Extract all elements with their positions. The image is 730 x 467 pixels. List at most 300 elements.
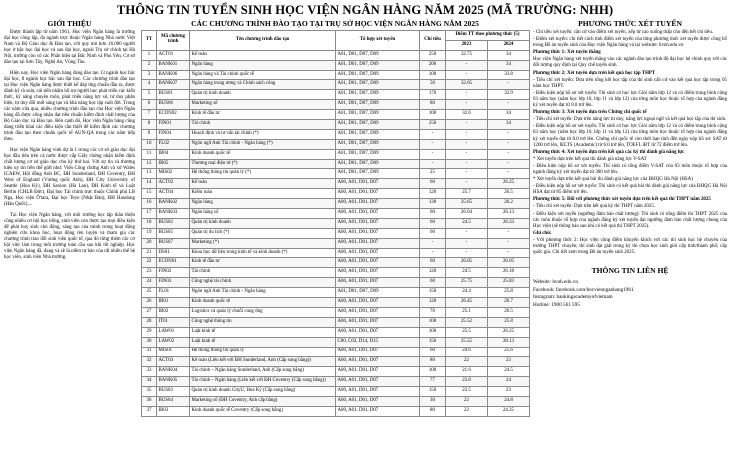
- table-row: [142, 307, 530, 317]
- methods-body: [533, 30, 727, 256]
- cell-name: Kế toán (Liên kết với ĐH Sunderland, Anh (Cấp song bằng)): [190, 357, 336, 367]
- cell-score-2023: 25.65: [446, 199, 488, 209]
- cell-tt: 5: [142, 90, 157, 100]
- cell-score-2023: 23.5: [446, 387, 488, 397]
- table-row: [142, 406, 530, 416]
- cell-name: Quản trị kinh doanh CityU, Hoa Kỳ (Cấp song bằng): [190, 387, 336, 397]
- cell-code: BANK07: [157, 80, 190, 90]
- contact-hotline[interactable]: Hotline: 1900 561 595: [533, 301, 580, 308]
- cell-score-2023: -: [446, 60, 488, 70]
- cell-combo: A01, D01, D07, D09: [336, 50, 420, 60]
- cell-quota: 50: [420, 80, 446, 90]
- cell-tt: 12: [142, 159, 157, 169]
- cell-combo: A01, D01, D07, D09: [336, 110, 420, 120]
- cell-tt: 14: [142, 179, 157, 189]
- cell-code: ACT01: [157, 50, 190, 60]
- method-heading: Phương thức 4: Xét tuyển dựa trên kết quả các kỳ thi đánh giá năng lực: [533, 149, 685, 155]
- cell-score-2023: -: [446, 70, 488, 80]
- cell-name: Kế toán: [190, 179, 336, 189]
- cell-combo: A00, A01, D01, D07: [336, 347, 420, 357]
- col-header-code: Mã chương trình: [157, 31, 190, 51]
- cell-quota: 250: [420, 50, 446, 60]
- cell-quota: 120: [420, 268, 446, 278]
- cell-tt: 35: [142, 387, 157, 397]
- method-heading: Phương thức 2: Xét tuyển dựa trên kết quả học tập THPT: [533, 70, 656, 76]
- cell-tt: 9: [142, 129, 157, 139]
- col-header-combo: Tổ hợp xét tuyển: [336, 31, 420, 51]
- cell-tt: 19: [142, 228, 157, 238]
- cell-code: BANK06: [157, 70, 190, 80]
- cell-quota: 100: [420, 327, 446, 337]
- cell-code: ACT03: [157, 357, 190, 367]
- contact-website[interactable]: Website: hvnh.edu.vn: [533, 279, 578, 286]
- cell-combo: A00, A01, D01, D07: [336, 238, 420, 248]
- cell-score-2023: 24.6: [446, 347, 488, 357]
- method-heading: Phương thức 3: Xét tuyển dựa trên Chứng chỉ quốc tế: [533, 110, 647, 116]
- cell-name: Kinh tế đầu tư: [190, 258, 336, 268]
- table-row: [142, 199, 530, 209]
- table-row: [142, 238, 530, 248]
- contact-facebook[interactable]: Facebook: facebook.com/hocviennganhang1961: [533, 286, 634, 293]
- cell-name: Kinh doanh quốc tế: [190, 149, 336, 159]
- cell-tt: 6: [142, 100, 157, 110]
- cell-score-2024: 26.33: [488, 218, 530, 228]
- cell-tt: 32: [142, 357, 157, 367]
- cell-combo: A00, A01, D01, D07: [336, 377, 420, 387]
- cell-score-2024: 28.13: [488, 337, 530, 347]
- cell-quota: 150: [420, 288, 446, 298]
- cell-code: BANK02: [157, 199, 190, 209]
- cell-score-2023: 24.4: [446, 288, 488, 298]
- method-text: - Điều kiện nộp hồ sơ xét tuyển: Thí sinh có học lực Giỏi năm lớp 12 và có điểm trung bình cộng 03 năm học (năm học lớp 10, lớp 11 và lớp 12) của từng môn học thuộc tổ hợp của ngành đăng ký xét tuyển đạt từ 8.0 trở lên. Chứng chỉ quốc tế còn thời hạn tính đến ngày nộp hồ sơ: SAT từ 1200 trở lên, IELTS (Academic) từ 6.0 trở lên, TOEFL iBT từ 72 điểm trở lên.: [533, 124, 727, 148]
- cell-name: Quản trị kinh doanh: [190, 90, 336, 100]
- cell-score-2024: 26.5: [488, 189, 530, 199]
- cell-name: Logistics và quản lý chuỗi cung ứng: [190, 307, 336, 317]
- cell-code: ECON02: [157, 110, 190, 120]
- col-header-quota: Chỉ tiêu: [420, 31, 446, 51]
- method-heading: Phương thức 5: Đối với phương thức xét tuyển dựa trên kết quả thi THPT năm 2025: [533, 197, 711, 203]
- cell-code: FL01: [157, 288, 190, 298]
- cell-tt: 37: [142, 406, 157, 416]
- cell-tt: 33: [142, 367, 157, 377]
- table-row: [142, 327, 530, 337]
- cell-score-2024: 25.6: [488, 347, 530, 357]
- col-header-name: Tên chương trình đào tạo: [190, 31, 336, 51]
- cell-combo: A01, D01, D07, D09: [336, 120, 420, 130]
- cell-score-2024: 34: [488, 60, 530, 70]
- cell-score-2023: 26.05: [446, 258, 488, 268]
- cell-score-2023: 32.65: [446, 80, 488, 90]
- cell-score-2023: 24.5: [446, 218, 488, 228]
- cell-code: ACT04: [157, 189, 190, 199]
- cell-score-2024: 25.83: [488, 278, 530, 288]
- cell-combo: A00, A01, D01, D07: [336, 179, 420, 189]
- cell-quota: 130: [420, 199, 446, 209]
- cell-score-2023: 25.55: [446, 337, 488, 347]
- cell-combo: A00, A01, D01, D07: [336, 218, 420, 228]
- cell-score-2024: 24.25: [488, 406, 530, 416]
- cell-score-2023: -: [446, 238, 488, 248]
- cell-name: Ngôn ngữ Anh Tài chính - Ngân hàng (*): [190, 139, 336, 149]
- method-text: - Tiêu chí xét tuyển: Dựa trên năng lực tư duy, năng lực ngoại ngữ và kết quả học tập của thí sinh.: [533, 117, 727, 123]
- cell-tt: 4: [142, 80, 157, 90]
- cell-combo: A00, A01, D01, D07: [336, 278, 420, 288]
- method-text: - Điều kiện nộp hồ sơ xét tuyển: Thí sinh có học lực Giỏi năm lớp 12 và có điểm trung bình cộng 03 năm học (năm học lớp 10, lớp 11 và lớp 12) của từng môn học thuộc tổ hợp của ngành đăng ký xét tuyển đạt từ 8.0 trở lên.: [533, 90, 727, 109]
- cell-score-2023: -: [446, 129, 488, 139]
- cell-code: BUS07: [157, 238, 190, 248]
- cell-code: FIN01: [157, 120, 190, 130]
- cell-score-2023: -: [446, 248, 488, 258]
- cell-score-2023: 25.5: [446, 327, 488, 337]
- cell-code: FIN03: [157, 278, 190, 288]
- table-row: [142, 189, 530, 199]
- table-row: [142, 100, 530, 110]
- cell-score-2024: 24.5: [488, 367, 530, 377]
- cell-quota: 250: [420, 120, 446, 130]
- table-row: [142, 377, 530, 387]
- cell-score-2024: -: [488, 80, 530, 90]
- cell-score-2023: 25.75: [446, 278, 488, 288]
- cell-tt: 30: [142, 337, 157, 347]
- cell-quota: 25: [420, 169, 446, 179]
- cell-name: Quản trị du lịch (*): [190, 228, 336, 238]
- cell-tt: 2: [142, 60, 157, 70]
- programs-table: [141, 30, 530, 417]
- cell-tt: 7: [142, 110, 157, 120]
- cell-score-2024: 25.8: [488, 317, 530, 327]
- cell-tt: 26: [142, 298, 157, 308]
- cell-tt: 31: [142, 347, 157, 357]
- cell-quota: 200: [420, 60, 446, 70]
- cell-score-2024: 33.8: [488, 70, 530, 80]
- cell-combo: A00, A01, D01, D07: [336, 228, 420, 238]
- method-text: Học viện Ngân hàng xét tuyển thẳng vào các ngành đào tạo trình độ đại học hệ chính quy với các đối tượng quy định tại Quy chế tuyển sinh.: [533, 57, 727, 69]
- intro-heading: GIỚI THIỆU: [47, 19, 92, 28]
- cell-quota: 100: [420, 70, 446, 80]
- cell-score-2023: 26.45: [446, 298, 488, 308]
- cell-quota: 100: [420, 317, 446, 327]
- cell-combo: A01, D01, D07, D09: [336, 149, 420, 159]
- cell-score-2024: -: [488, 100, 530, 110]
- cell-quota: 120: [420, 298, 446, 308]
- cell-combo: A01, D01, D07, D09: [336, 90, 420, 100]
- cell-code: BUS04: [157, 396, 190, 406]
- table-row: [142, 70, 530, 80]
- cell-score-2024: -: [488, 149, 530, 159]
- cell-code: FL02: [157, 139, 190, 149]
- cell-combo: A01, D01, D07, D09: [336, 288, 420, 298]
- cell-score-2024: 26.25: [488, 327, 530, 337]
- table-row: [142, 120, 530, 130]
- cell-name: Marketing số: [190, 100, 336, 110]
- cell-combo: A00, A01, D01, D07: [336, 406, 420, 416]
- cell-tt: 17: [142, 209, 157, 219]
- table-row: [142, 248, 530, 258]
- table-row: [142, 258, 530, 268]
- table-row: [142, 396, 530, 406]
- cell-score-2024: 24.8: [488, 396, 530, 406]
- cell-score-2023: -: [446, 100, 488, 110]
- cell-score-2023: 25.52: [446, 317, 488, 327]
- cell-name: Tài chính – Ngân hàng Sunderland, Anh (Cấp song bằng): [190, 367, 336, 377]
- col-header-2024: 2024: [488, 40, 530, 50]
- cell-code: BANK05: [157, 377, 190, 387]
- cell-score-2023: -: [446, 169, 488, 179]
- cell-combo: A00, A01, D01, D07: [336, 396, 420, 406]
- method-text: * Xét tuyển dựa trên kết quả thi đánh giá năng lực V-SAT: [533, 156, 647, 162]
- cell-score-2024: 23: [488, 357, 530, 367]
- cell-tt: 20: [142, 238, 157, 248]
- cell-quota: 150: [420, 387, 446, 397]
- cell-name: Hoạch định và tư vấn tài chính (*): [190, 129, 336, 139]
- table-row: [142, 288, 530, 298]
- cell-combo: A01, D01, D07, D09: [336, 100, 420, 110]
- cell-name: Công nghệ tài chính: [190, 278, 336, 288]
- cell-score-2023: 22: [446, 357, 488, 367]
- table-row: [142, 317, 530, 327]
- cell-score-2023: -: [446, 120, 488, 130]
- cell-code: MIS01: [157, 347, 190, 357]
- table-row: [142, 357, 530, 367]
- cell-quota: 60: [420, 218, 446, 228]
- cell-name: Kinh doanh quốc tế: [190, 298, 336, 308]
- cell-name: Marketing (*): [190, 238, 336, 248]
- cell-quota: 80: [420, 357, 446, 367]
- intro-paragraph: Hiện nay, Học viện Ngân hàng đang đào tạo 13 ngành học bậc đại học, 8 ngành học bậc sau đại học. Các chương trình đào tạo tại Học viện Ngân hàng được thiết kế đáp ứng chuẩn đầu ra, được đánh kỹ rà soát, cải tiến nhằm hỗ trợ người học phát triển các kiến thức, kỹ năng chuyên môn, phát triển năng lực số, tư duy phản biện, tự duy đổi mới sáng tạo và khả năng học tập suốt đời. Trong các năm vừa qua, nhiều chương trình đào tạo của Học viện Ngân hàng đã được công nhận đạt tiêu chuẩn kiểm định chất lượng của Bộ Giáo dục và Đào tạo. Bên cạnh đó, Học viện Ngân hàng cũng đang triển khai các điều kiện cần thiết để kiểm định các chương trình đào tạo theo chuẩn quốc tế AUN-QA trong các năm tiếp theo.: [4, 71, 135, 142]
- cell-score-2024: 34: [488, 110, 530, 120]
- cell-name: Luật kinh tế: [190, 327, 336, 337]
- cell-score-2024: -: [488, 139, 530, 149]
- cell-score-2024: 26.13: [488, 209, 530, 219]
- intro-paragraph: Được thành lập từ năm 1961, Học viện Ngân hàng là trường đại học công lập, đa ngành trực thuộc Ngân hàng Nhà nước Việt Nam và Bộ Giáo dục & Đào tạo, với quy mô hơn 16.000 người học ở bậc học đại học và sau đại học, ngoài Trụ sở chính tại Hà Nội, trường còn có các Phân hiệu tại Bắc Ninh và Phú Yên, Cơ sở đào tạo tại Sơn Tây, Nghệ An, Vũng Tàu.: [4, 30, 135, 65]
- cell-score-2023: 21.6: [446, 367, 488, 377]
- cell-score-2023: -: [446, 149, 488, 159]
- cell-quota: -: [420, 139, 446, 149]
- cell-tt: 27: [142, 307, 157, 317]
- table-row: [142, 298, 530, 308]
- cell-code: BUS02: [157, 218, 190, 228]
- cell-code: ACT02: [157, 179, 190, 189]
- cell-score-2024: -: [488, 169, 530, 179]
- cell-tt: 18: [142, 218, 157, 228]
- cell-code: BANK03: [157, 209, 190, 219]
- cell-score-2023: -: [446, 90, 488, 100]
- table-row: [142, 139, 530, 149]
- cell-code: IT01: [157, 317, 190, 327]
- cell-code: LAW01: [157, 327, 190, 337]
- cell-tt: 21: [142, 248, 157, 258]
- cell-quota: 77: [420, 377, 446, 387]
- cell-code: IB04: [157, 149, 190, 159]
- cell-quota: 60: [420, 179, 446, 189]
- table-row: [142, 268, 530, 278]
- method-text: - Điều kiện nộp hồ sơ xét tuyển: Thí sinh có tổng điểm V-SAT của 03 môn thuộc tổ hợp của ngành đăng ký xét tuyển đạt từ 300 trở lên.: [533, 163, 727, 175]
- cell-name: Kiểm toán: [190, 189, 336, 199]
- cell-name: Ngân hàng: [190, 60, 336, 70]
- cell-name: Hệ thống thông tin quản lý: [190, 347, 336, 357]
- page-title: THÔNG TIN TUYỂN SINH HỌC VIỆN NGÂN HÀNG NĂM 2025 (MÃ TRƯỜNG: NHH): [116, 3, 614, 17]
- cell-combo: A00, A01, D01, D07: [336, 317, 420, 327]
- cell-score-2023: 24.5: [446, 268, 488, 278]
- methods-section: [533, 19, 727, 309]
- cell-combo: A01, D01, D07, D09: [336, 70, 420, 80]
- cell-quota: -: [420, 238, 446, 248]
- cell-quota: 80: [420, 406, 446, 416]
- contact-section: [533, 266, 727, 309]
- cell-code: DS01: [157, 248, 190, 258]
- cell-code: BANK04: [157, 367, 190, 377]
- method-heading: Ghi chú:: [533, 230, 552, 236]
- cell-score-2024: -: [488, 129, 530, 139]
- cell-name: Ngôn ngữ Anh Tài chính - Ngân hàng: [190, 288, 336, 298]
- cell-name: Kinh tế đầu tư: [190, 110, 336, 120]
- programs-heading: CÁC CHƯƠNG TRÌNH ĐÀO TẠO TẠI TRỤ SỞ HỌC VIỆN NGÂN HÀNG NĂM 2025: [191, 19, 479, 28]
- cell-name: Hệ thống thông tin quản lý (*): [190, 169, 336, 179]
- cell-score-2024: 23: [488, 387, 530, 397]
- cell-tt: 36: [142, 396, 157, 406]
- cell-quota: -: [420, 248, 446, 258]
- cell-score-2023: 32.6: [446, 110, 488, 120]
- cell-quota: 70: [420, 307, 446, 317]
- table-row: [142, 387, 530, 397]
- cell-combo: A01, D01, D07, D09: [336, 169, 420, 179]
- method-text: - Điều kiện nộp hồ sơ xét tuyển: Thí sinh có kết quả bài thi đánh giá năng lực của ĐHQG Hà Nội HSA đạt từ 85 điểm trở lên.: [533, 184, 727, 196]
- col-header-tt: TT: [142, 31, 157, 51]
- cell-tt: 1: [142, 50, 157, 60]
- cell-score-2023: -: [446, 228, 488, 238]
- cell-quota: 60: [420, 347, 446, 357]
- cell-combo: A01, D01, D07, D09: [336, 129, 420, 139]
- method-heading: Phương thức 1: Xét tuyển thẳng: [533, 50, 601, 56]
- cell-score-2024: 25.8: [488, 288, 530, 298]
- cell-score-2023: 32.75: [446, 50, 488, 60]
- cell-score-2024: 26.5: [488, 307, 530, 317]
- cell-code: BUS05: [157, 228, 190, 238]
- method-text: * Xét tuyển dựa trên kết quả bài thi đánh giá năng lực của ĐHQG Hà Nội (HSA): [533, 177, 693, 183]
- cell-quota: 170: [420, 90, 446, 100]
- cell-quota: 100: [420, 367, 446, 377]
- table-row: [142, 179, 530, 189]
- table-row: [142, 337, 530, 347]
- cell-quota: 30: [420, 396, 446, 406]
- cell-score-2023: -: [446, 179, 488, 189]
- table-row: [142, 149, 530, 159]
- cell-combo: A00, A01, D01, D07: [336, 298, 420, 308]
- cell-name: Quản trị kinh doanh: [190, 218, 336, 228]
- cell-tt: 16: [142, 199, 157, 209]
- cell-combo: A00, A01, D01, D07: [336, 307, 420, 317]
- cell-tt: 25: [142, 288, 157, 298]
- table-row: [142, 278, 530, 288]
- cell-quota: -: [420, 149, 446, 159]
- cell-quota: 80: [420, 100, 446, 110]
- intro-section: [4, 19, 135, 266]
- cell-name: Tài chính: [190, 268, 336, 278]
- cell-quota: 120: [420, 189, 446, 199]
- cell-quota: 60: [420, 258, 446, 268]
- intro-paragraph: Học viện Ngân hàng vinh dự là 1 trong các cơ sở giáo dục đại học đầu tiên trên cả nước được cấp Giấy chứng nhận kiểm định chất lượng cơ sở giáo dục chu kỳ thứ hai. Với sự tin và thương hiệu uy tín trên thế giới như: Viện Công chứng Anh và xứ Wales ICAEW, Hội đồng Anh BC, ĐH Sunderland, ĐH Coventry, ĐH West of England (Vương quốc Anh), ĐH City University of Seattle (Hoa Kỳ), ĐH Saxion (Hà Lan), ĐH Kinh tế và Luật Berlin (CHLB Đức), Đại học Tài chính trực thuộc Chính phủ LB Nga, Học viện Ô'tara, Đại học Teyo (Nhật Bản), ĐH Handong (Hàn Quốc),...: [4, 148, 135, 207]
- cell-name: Ngân hàng và Tài chính quốc tế: [190, 70, 336, 80]
- cell-tt: 34: [142, 377, 157, 387]
- cell-name: Ngân hàng số: [190, 209, 336, 219]
- programs-section: [141, 19, 529, 417]
- cell-code: FIN04: [157, 129, 190, 139]
- table-row: [142, 367, 530, 377]
- cell-code: IB05: [157, 159, 190, 169]
- cell-tt: 13: [142, 169, 157, 179]
- cell-combo: A00, A01, D01, D07: [336, 327, 420, 337]
- table-row: [142, 347, 530, 357]
- cell-combo: A01, D01, D07, D09: [336, 80, 420, 90]
- cell-score-2023: 26.04: [446, 209, 488, 219]
- method-text: - Tiêu chí xét tuyển: Dựa trên tổng kết học tập của thí sinh cấn cứ vào kết quả học tập trong 05 năm học THPT.: [533, 77, 727, 89]
- cell-score-2023: 23.8: [446, 377, 488, 387]
- cell-name: Tài chính – Ngân hàng (Liên kết với ĐH Coventry (Cấp song bằng)): [190, 377, 336, 387]
- table-row: [142, 90, 530, 100]
- cell-tt: 28: [142, 317, 157, 327]
- intro-paragraph: Tại Học viện Ngân hàng, với môi trường học tập thân thiện cũng nhiều cơ hội học bổng, sinh viên còn được tạo mọi điều kiện để phát huy sinh chủ động, sáng tạo của mình trong hoạt động nghiên cứu khoa học, hoạt động rèn luyện và tham gia các chương trình trao đổi sinh viên quốc tế, qua đó từng thêm các cơ hội việc làm trong môi trường toàn cầu sau khi tốt nghiệp. Học viện Ngân hàng đã, đang và sẽ là niềm tự hào của rất nhiều thế hệ học viên, sinh viên Nhà trường.: [4, 213, 135, 260]
- table-row: [142, 218, 530, 228]
- cell-code: MIS02: [157, 169, 190, 179]
- contact-instagram[interactable]: Instagram: bankingacademyofvietnam: [533, 294, 613, 301]
- cell-code: BUS06: [157, 100, 190, 110]
- cell-quota: -: [420, 129, 446, 139]
- cell-score-2023: -: [446, 159, 488, 169]
- cell-combo: A01, D01, D07, D09: [336, 60, 420, 70]
- method-text: - Tiêu chí xét tuyển: Dựa trên kết quả kỳ thi THPT năm 2025.: [533, 204, 656, 210]
- cell-combo: A00, A01, D01, D07: [336, 357, 420, 367]
- cell-score-2024: -: [488, 228, 530, 238]
- table-row: [142, 50, 530, 60]
- cell-tt: 23: [142, 268, 157, 278]
- method-text: - Điều kiện xét tuyển (ngưỡng đảm bảo chất lượng): Thí sinh có tổng điểm thi THPT 2025 của các môn thuộc tổ hợp của ngành đăng ký xét tuyển đạt ngưỡng đảm bảo chất lượng chung của Học viện (sẽ thông báo sau khi có kết quả thi THPT 2025).: [533, 211, 727, 229]
- cell-combo: A00, A01, D01, D07: [336, 387, 420, 397]
- cell-combo: A00, A01, D01, D07: [336, 199, 420, 209]
- cell-quota: 60: [420, 209, 446, 219]
- cell-name: Tài chính: [190, 120, 336, 130]
- table-row: [142, 169, 530, 179]
- cell-score-2024: 26.25: [488, 179, 530, 189]
- cell-name: Ngân hàng trung ương và Chính sách công: [190, 80, 336, 90]
- cell-combo: C00, C03, D14, D15: [336, 337, 420, 347]
- cell-quota: -: [420, 159, 446, 169]
- cell-combo: A00, A01, D01, D07: [336, 268, 420, 278]
- cell-quota: 60: [420, 278, 446, 288]
- cell-score-2023: 25.7: [446, 189, 488, 199]
- cell-score-2024: 33.9: [488, 90, 530, 100]
- cell-tt: 24: [142, 278, 157, 288]
- cell-combo: A00, A01, D01, D07: [336, 248, 420, 258]
- cell-name: Ngân hàng: [190, 199, 336, 209]
- cell-quota: 100: [420, 110, 446, 120]
- col-header-2023: 2023: [446, 40, 488, 50]
- contact-heading: THÔNG TIN LIÊN HỆ: [591, 266, 669, 276]
- cell-tt: 3: [142, 70, 157, 80]
- cell-score-2023: 25.1: [446, 307, 488, 317]
- cell-combo: A01, D01, D07, D09: [336, 159, 420, 169]
- cell-score-2023: 22: [446, 396, 488, 406]
- cell-combo: A01, D01, D07, D09: [336, 139, 420, 149]
- cell-combo: A00, A01, D01, D07: [336, 189, 420, 199]
- cell-code: BANK01: [157, 60, 190, 70]
- cell-tt: 8: [142, 120, 157, 130]
- cell-score-2024: 34: [488, 50, 530, 60]
- cell-score-2023: 22: [446, 406, 488, 416]
- table-row: [142, 80, 530, 90]
- method-text: - Với phương thức 2: Học viện cộng điểm khuyến khích với các thí sinh học hệ chuyên của trường THPT chuyên; thí sinh đạt giải trong kỳ thi chọn học sinh giỏi cấp tỉnh/thành phố; cấp quốc gia. Chi tiết xem trong Đề án tuyển sinh 2025.: [533, 237, 727, 256]
- cell-score-2024: 26.05: [488, 258, 530, 268]
- table-row: [142, 159, 530, 169]
